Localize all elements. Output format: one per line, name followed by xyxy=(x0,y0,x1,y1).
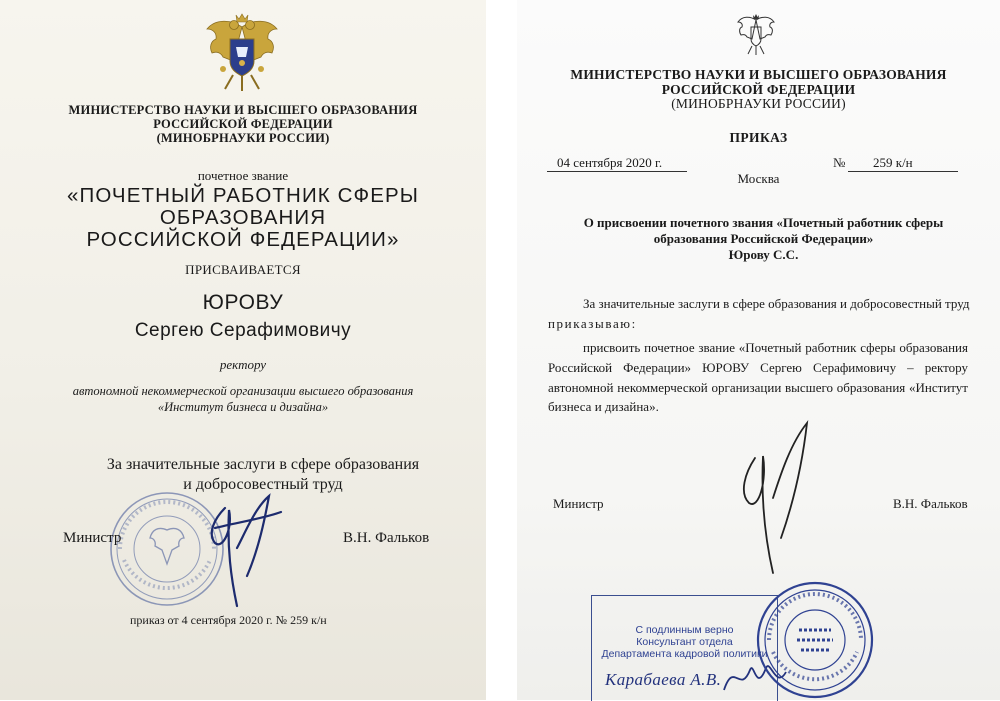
title-line: РОССИЙСКОЙ ФЕДЕРАЦИИ» xyxy=(86,228,400,251)
honorary-title xyxy=(20,185,466,251)
subject-line: образования Российской Федерации» xyxy=(653,231,874,246)
ministry-line: (МИНОБРНАУКИ РОССИИ) xyxy=(156,131,330,145)
ministry-line: РОССИЙСКОЙ ФЕДЕРАЦИИ xyxy=(153,117,333,131)
order-subject xyxy=(557,215,970,263)
ministry-line: РОССИЙСКОЙ ФЕДЕРАЦИИ xyxy=(661,81,856,97)
signer-name: В.Н. Фальков xyxy=(893,496,968,511)
subject-line: Юрову С.С. xyxy=(728,247,799,262)
order-reference: приказ от 4 сентября 2020 г. № 259 к/н xyxy=(130,613,327,627)
russian-coat-of-arms-icon xyxy=(736,14,776,56)
ministry-line: МИНИСТЕРСТВО НАУКИ И ВЫСШЕГО ОБРАЗОВАНИЯ xyxy=(68,103,418,117)
certify-line: Консультант отдела xyxy=(636,636,733,648)
organization-line: «Институт бизнеса и дизайна» xyxy=(157,400,329,414)
order-merits-paragraph: За значительные заслуги в сфере образования и добросовестный труд xyxy=(583,296,970,311)
honorary-label: почетное звание xyxy=(197,168,289,183)
order-date: 04 сентября 2020 г. xyxy=(557,155,663,170)
recipient-position: ректору xyxy=(219,357,267,372)
certify-line: Департамента кадровой политики xyxy=(601,648,768,660)
ministry-line: (МИНОБРНАУКИ РОССИИ) xyxy=(671,96,846,111)
recipient-organization xyxy=(40,383,446,415)
subject-line: О присвоении почетного звания «Почетный работник сферы xyxy=(583,215,944,230)
recipient-name: Сергею Серафимовичу xyxy=(134,320,352,341)
minister-label: Министр xyxy=(63,530,122,546)
merits-line: и добросовестный труд xyxy=(183,476,343,493)
double-headed-eagle-emblem-icon xyxy=(203,13,281,93)
awarded-label: ПРИСВАИВАЕТСЯ xyxy=(185,262,301,277)
handwritten-signature-icon xyxy=(725,418,825,578)
department-round-seal-icon xyxy=(755,580,875,700)
minister-label: Министр xyxy=(553,496,604,511)
order-doc-type: ПРИКАЗ xyxy=(729,130,788,145)
certify-line: С подлинным верно xyxy=(635,624,734,636)
order-directive: приказываю: xyxy=(548,316,637,331)
organization-line: автономной некоммерческой организации высшего образования xyxy=(72,384,414,398)
title-line: «ПОЧЕТНЫЙ РАБОТНИК СФЕРЫ ОБРАЗОВАНИЯ xyxy=(67,184,419,229)
order-city: Москва xyxy=(737,171,780,186)
page-gap xyxy=(486,0,517,700)
merits-line: За значительные заслуги в сфере образования xyxy=(106,456,420,473)
ministry-line: МИНИСТЕРСТВО НАУКИ И ВЫСШЕГО ОБРАЗОВАНИЯ xyxy=(570,67,947,82)
certificate-ministry-header xyxy=(0,103,486,145)
order-body: присвоить почетное звание «Почетный работник сферы образования Российской Федерации» ЮРОВУ Сергею Серафимовичу – ректору автономной некоммерческой организации высшего образования «Институт бизнеса и дизайна». xyxy=(548,340,968,415)
signer-name: В.Н. Фальков xyxy=(343,530,430,546)
handwritten-signature-icon xyxy=(185,488,295,613)
recipient-surname: ЮРОВУ xyxy=(202,291,284,314)
number-sign: № xyxy=(833,155,846,170)
certifier-signature: Карабаева А.В. xyxy=(605,670,722,689)
order-ministry-header xyxy=(517,68,1000,112)
order-number: 259 к/н xyxy=(873,155,913,170)
